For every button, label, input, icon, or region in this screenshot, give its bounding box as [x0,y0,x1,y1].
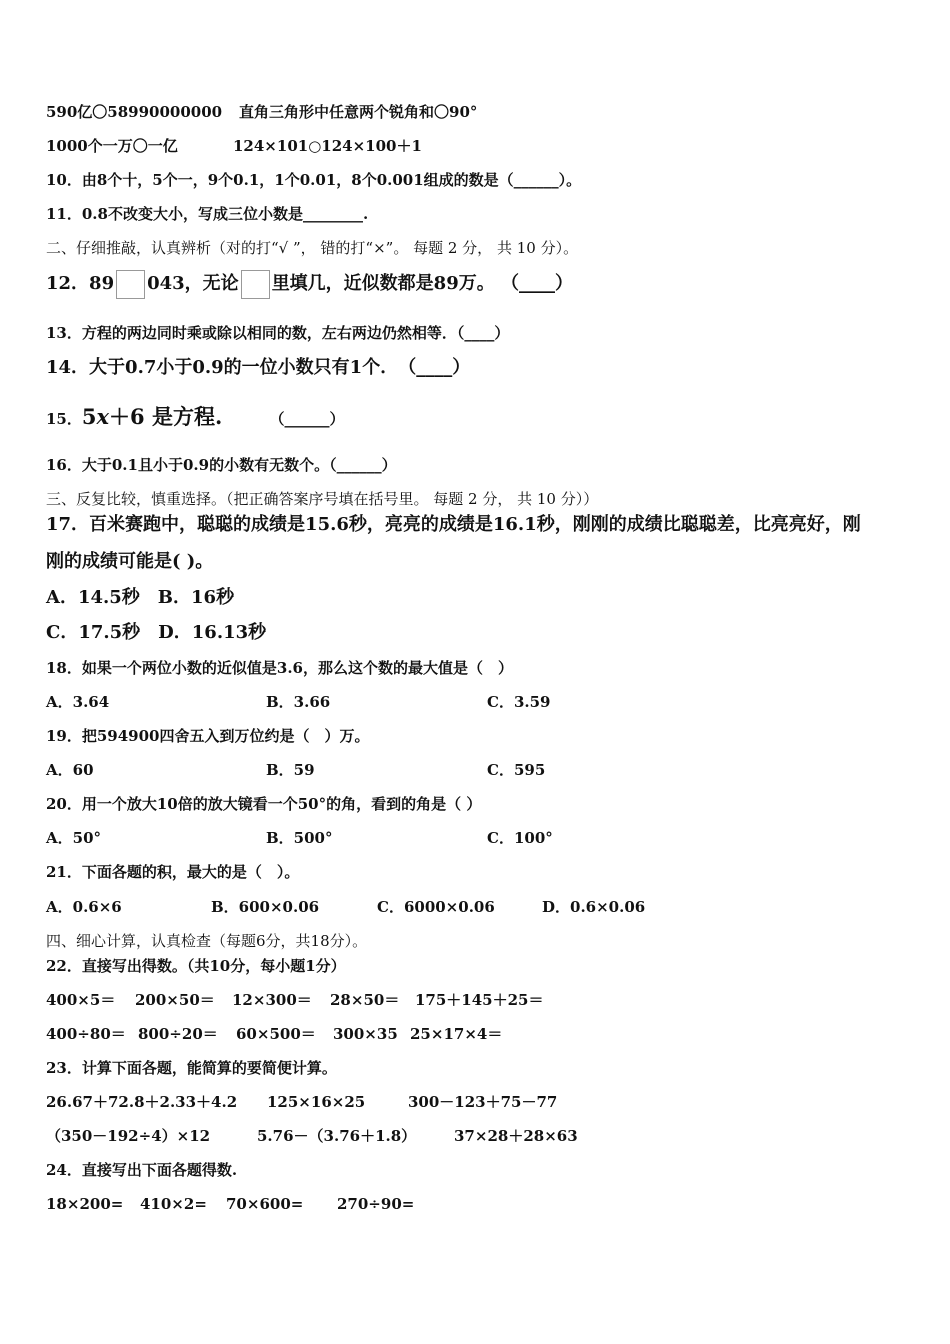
question-17-options-1: A．14.5秒 B．16秒 [46,587,235,608]
calc-item: 125×16×25 [267,1093,366,1111]
section-4-heading: 四、细心计算，认真检查（每题6分，共18分）。 [46,932,368,950]
q15-variable: x [96,404,110,429]
calc-item: （350－192÷4）×12 [46,1127,211,1145]
option-c: C．100° [487,829,553,847]
calc-item: 410×2= [140,1195,207,1213]
calc-item: 200×50＝ [135,991,215,1009]
calc-item: 37×28＋28×63 [454,1127,578,1145]
option-b: B．600×0.06 [211,898,320,916]
option-c: C．6000×0.06 [377,898,495,916]
question-14: 14．大于0.7小于0.9的一位小数只有1个． （____） [46,357,471,378]
question-17-options-2: C．17.5秒 D．16.13秒 [46,622,267,643]
question-15 [46,403,345,433]
question-23: 23．计算下面各题，能简算的要简便计算。 [46,1059,337,1077]
option-a: A．3.64 [46,693,110,711]
option-b: B．500° [266,829,333,847]
option-c: C．3.59 [487,693,551,711]
calc-item: 400×5＝ [46,991,116,1009]
q15-coef: 5 [81,404,97,429]
calc-item: 70×600= [226,1195,304,1213]
question-20: 20．用一个放大10倍的放大镜看一个50°的角，看到的角是（ ） [46,795,482,813]
calc-item: 25×17×4＝ [410,1025,503,1043]
option-c: C．595 [487,761,546,779]
option-a: A．0.6×6 [46,898,122,916]
question-18: 18．如果一个两位小数的近似值是3.6，那么这个数的最大值是（ ） [46,659,513,677]
calc-item: 800÷20＝ [138,1025,218,1043]
answer-box [241,270,270,299]
q15-blank: （______） [269,410,345,428]
question-12 [46,265,573,303]
q15-number: 15． [46,410,82,428]
answer-box [116,270,145,299]
calc-item: 28×50＝ [330,991,400,1009]
question-24: 24．直接写出下面各题得数. [46,1161,238,1179]
calc-item: 5.76－（3.76＋1.8） [257,1127,417,1145]
option-a: A．60 [46,761,94,779]
option-a: A．50° [46,829,102,847]
question-11: 11．0.8不改变大小，写成三位小数是________. [46,205,369,223]
question-13: 13．方程的两边同时乘或除以相同的数，左右两边仍然相等．（____） [46,324,510,342]
compare-item: 124×101○124×100＋1 [233,137,422,155]
q12-part-3: 里填几，近似数都是89万。 （____） [271,273,574,294]
calc-item: 270÷90= [337,1195,415,1213]
question-19: 19．把594900四舍五入到万位约是（ ）万。 [46,727,370,745]
question-17-line-2: 刚的成绩可能是( )。 [46,551,214,572]
option-b: B．59 [266,761,315,779]
section-3-heading: 三、反复比较，慎重选择。（把正确答案序号填在括号里。 每题 2 分， 共 10 分）） [46,490,599,508]
question-17-line-1: 17．百米赛跑中，聪聪的成绩是15.6秒，亮亮的成绩是16.1秒，刚刚的成绩比聪聪差，比亮亮好，刚 [46,514,861,535]
question-16: 16．大于0.1且小于0.9的小数有无数个。（______） [46,456,397,474]
question-10: 10．由8个十，5个一，9个0.1，1个0.01，8个0.001组成的数是（______）。 [46,171,582,189]
q15-rest: ＋6 是方程. [109,404,223,429]
calc-item: 175＋145＋25＝ [415,991,544,1009]
calc-item: 300×35 [333,1025,398,1043]
calc-item: 400÷80＝ [46,1025,126,1043]
compare-item: 直角三角形中任意两个锐角和〇90° [239,103,478,121]
calc-item: 60×500＝ [236,1025,316,1043]
q12-part-2: 043，无论 [147,273,239,294]
option-b: B．3.66 [266,693,331,711]
option-d: D．0.6×0.06 [542,898,646,916]
calc-item: 12×300＝ [232,991,312,1009]
question-21: 21．下面各题的积，最大的是（ ）。 [46,863,300,881]
calc-item: 18×200= [46,1195,124,1213]
compare-item: 1000个一万〇一亿 [46,137,178,155]
calc-item: 26.67＋72.8＋2.33＋4.2 [46,1093,238,1111]
q12-part-1: 12．89 [46,273,115,294]
question-22: 22．直接写出得数。（共10分，每小题1分） [46,957,346,975]
section-2-heading: 二、仔细推敲，认真辨析（对的打“√ ”， 错的打“×”。 每题 2 分， 共 10 分）。 [46,239,579,257]
compare-item: 590亿〇58990000000 [46,103,223,121]
calc-item: 300－123＋75－77 [408,1093,558,1111]
